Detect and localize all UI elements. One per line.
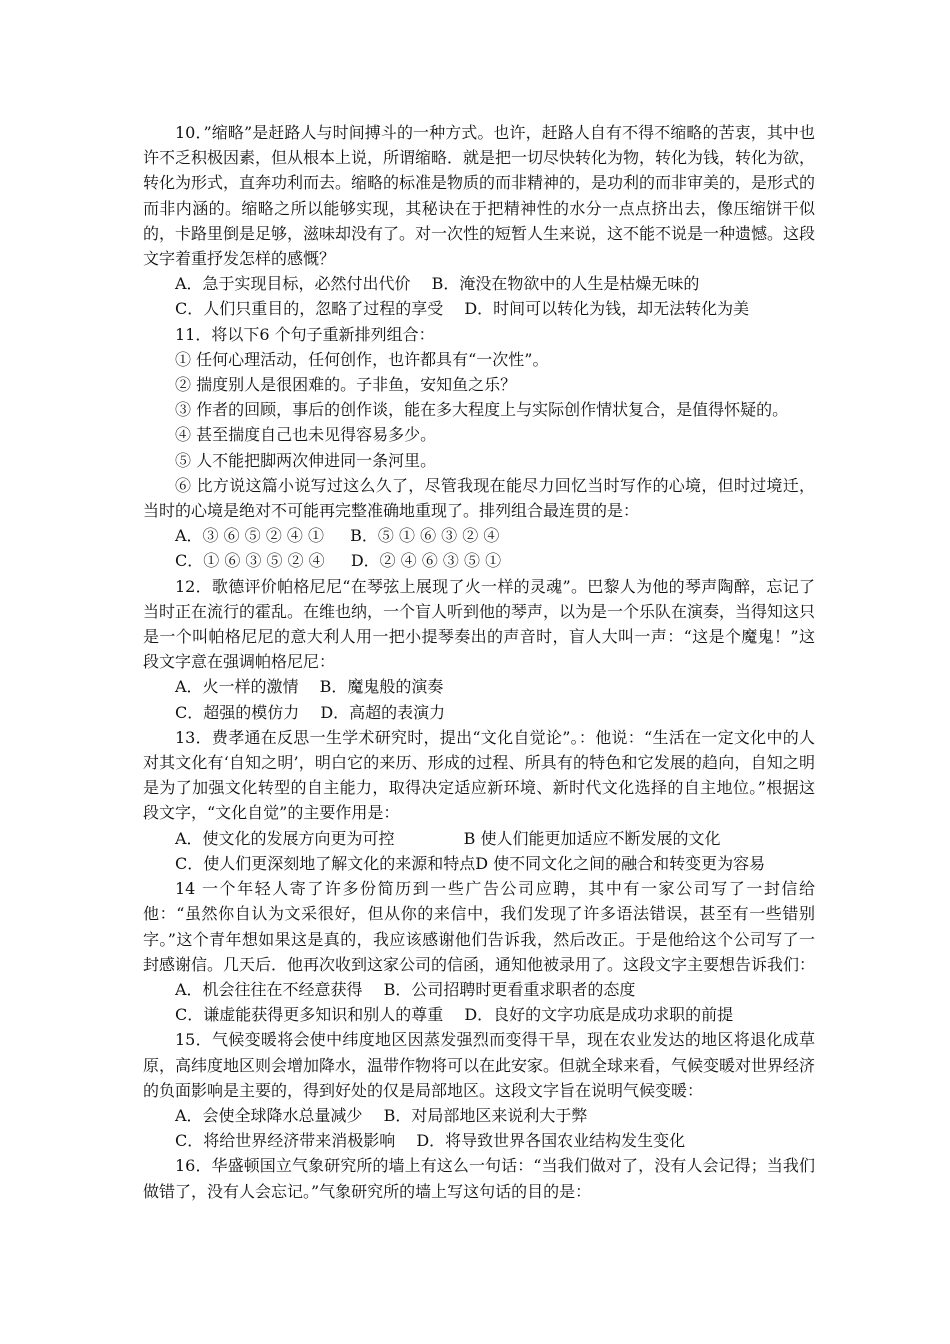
question-stem: 15．气候变暖将会使中纬度地区因蒸发强烈而变得干旱，现在农业发达的地区将退化成草原，高纬度地区则会增加降水，温带作物将可以在此安家。但就全球来看，气候变暖对世界经济的负面影响是主要的，得到好处的仅是局部地区。这段文字旨在说明气候变暖： — [143, 1030, 816, 1100]
question-12 — [143, 574, 815, 725]
options-line: C．将给世界经济带来消极影响 D．将导致世界各国农业结构发生变化 — [175, 1131, 686, 1151]
sentence-5: ⑤ 人不能把脚两次伸进同一条河里。 — [175, 450, 437, 470]
options-line: A．会使全球降水总量减少 B．对局部地区来说利大于弊 — [175, 1105, 588, 1125]
options-line: A．机会往往在不经意获得 B．公司招聘时更看重求职者的态度 — [175, 979, 636, 999]
question-16 — [143, 1153, 815, 1203]
sentence-1: ① 任何心理活动，任何创作，也许都具有“一次性”。 — [175, 349, 549, 369]
options-line: C．谦虚能获得更多知识和别人的尊重 D．良好的文字功底是成功求职的前提 — [175, 1005, 734, 1025]
question-stem: 13．费孝通在反思一生学术研究时，提出“文化自觉论”。：他说：“生活在一定文化中的人对其文化有‘自知之明’，明白它的来历、形成的过程、所具有的特色和它发展的趋向，自知之明是为了加强文化转型的自主能力，取得决定适应新环境、新时代文化选择的自主地位。”根据这段文字，“文化自觉”的主要作用是： — [143, 727, 815, 823]
options-line: A．火一样的激情 B．魔鬼般的演奏 — [175, 677, 444, 697]
options-line: A．急于实现目标，必然付出代价 B．淹没在物欲中的人生是枯燥无味的 — [175, 274, 700, 294]
question-stem: 12．歌德评价帕格尼尼“在琴弦上展现了火一样的灵魂”。巴黎人为他的琴声陶醉，忘记了当时正在流行的霍乱。在维也纳，一个盲人听到他的琴声，以为是一个乐队在演奏，当得知这只是一个叫帕格尼尼的意大利人用一把小提琴奏出的声音时，盲人大叫一声：“这是个魔鬼！”这段文字意在强调帕格尼尼： — [143, 576, 816, 672]
question-14 — [143, 876, 815, 1027]
options-line: C．使人们更深刻地了解文化的来源和特点D 使不同文化之间的融合和转变更为容易 — [175, 853, 766, 873]
sentence-2: ② 揣度别人是很困难的。子非鱼，安知鱼之乐？ — [175, 375, 517, 395]
question-stem: 14 一个年轻人寄了许多份简历到一些广告公司应聘，其中有一家公司写了一封信给他：“虽然你自认为文采很好，但从你的来信中，我们发现了许多语法错误，甚至有一些错别字。”这个青年想如果这是真的，我应该感谢他们告诉我，然后改正。于是他给这个公司写了一封感谢信。几天后．他再次收到这家公司的信函，通知他被录用了。这段文字主要想告诉我们： — [143, 879, 816, 974]
sentence-4: ④ 甚至揣度自己也未见得容易多少。 — [175, 425, 437, 445]
options-line: C．人们只重目的，忽略了过程的享受 D．时间可以转化为钱，却无法转化为美 — [175, 299, 750, 319]
question-stem: 16．华盛顿国立气象研究所的墙上有这么一句话：“当我们做对了，没有人会记得；当我们做错了，没有人会忘记。”气象研究所的墙上写这句话的目的是： — [143, 1156, 815, 1201]
options-line: C．超强的模仿力 D．高超的表演力 — [175, 702, 446, 722]
question-stem: 10．”缩略”是赶路人与时间搏斗的一种方式。也许，赶路人自有不得不缩略的苦衷，其中也许不乏积极因素，但从根本上说，所谓缩略．就是把一切尽快转化为物，转化为钱，转化为欲，转化为形式，直奔功利而去。缩略的标准是物质的而非精神的，是功利的而非审美的，是形式的而非内涵的。缩略之所以能够实现，其秘诀在于把精神性的水分一点点挤出去，像压缩饼干似的，卡路里倒是足够，滋味却没有了。对一次性的短暂人生来说，这不能不说是一种遗憾。这段文字着重抒发怎样的感慨？ — [143, 123, 816, 269]
question-11 — [143, 322, 815, 574]
document-page — [143, 120, 815, 1204]
question-stem: 11．将以下6 个句子重新排列组合： — [175, 324, 435, 344]
sentence-3: ③ 作者的回顾，事后的创作谈，能在多大程度上与实际创作情状复合，是值得怀疑的。 — [175, 400, 789, 420]
question-15 — [143, 1027, 815, 1153]
question-10 — [143, 120, 815, 322]
options-line: A．使文化的发展方向更为可控 B 使人们能更加适应不断发展的文化 — [175, 828, 721, 848]
options-line: C．① ⑥ ③ ⑤ ② ④ D．② ④ ⑥ ③ ⑤ ① — [175, 551, 502, 571]
options-line: A．③ ⑥ ⑤ ② ④ ① B．⑤ ① ⑥ ③ ② ④ — [175, 526, 500, 546]
question-13 — [143, 725, 815, 876]
sentence-6: ⑥ 比方说这篇小说写过这么久了，尽管我现在能尽力回忆当时写作的心境，但时过境迁，当时的心境是绝对不可能再完整准确地重现了。排列组合最连贯的是： — [143, 475, 815, 521]
